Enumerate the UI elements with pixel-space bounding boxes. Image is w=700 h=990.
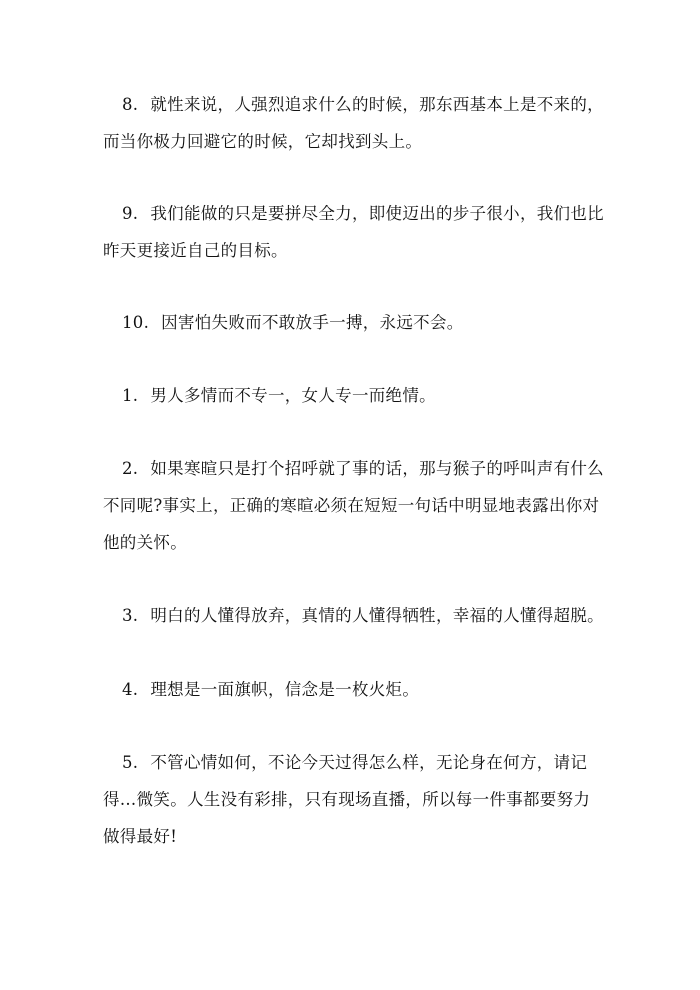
paragraph-line: 做得最好! (103, 827, 178, 846)
paragraph-line: 他的关怀。 (103, 533, 187, 552)
paragraph-5 (103, 744, 603, 855)
paragraph-number: 4. (122, 680, 139, 699)
paragraph-number: 5. (122, 753, 139, 772)
paragraph-number: 9. (122, 204, 139, 223)
paragraph-text: 就性来说，人强烈追求什么的时候，那东西基本上是不来的， (150, 95, 604, 114)
paragraph-2 (103, 450, 603, 561)
paragraph-line (103, 671, 603, 708)
paragraph-number: 2. (122, 459, 139, 478)
paragraph-number: 10. (122, 313, 150, 332)
paragraph-number: 8. (122, 95, 139, 114)
paragraph-line (103, 597, 603, 634)
paragraph-text: 明白的人懂得放弃，真情的人懂得牺牲，幸福的人懂得超脱。 (150, 606, 604, 625)
paragraph-1 (103, 377, 603, 414)
paragraph-line: 而当你极力回避它的时候，它却找到头上。 (103, 132, 423, 151)
paragraph-line (103, 377, 603, 414)
paragraph-10 (103, 304, 603, 341)
paragraph-number: 1. (122, 386, 139, 405)
paragraph-3 (103, 597, 603, 634)
paragraph-line: 昨天更接近自己的目标。 (103, 241, 288, 260)
paragraph-text: 因害怕失败而不敢放手一搏，永远不会。 (161, 313, 464, 332)
paragraph-line (103, 744, 603, 781)
paragraph-text: 我们能做的只是要拼尽全力，即使迈出的步子很小，我们也比 (150, 204, 604, 223)
paragraph-text: 理想是一面旗帜，信念是一枚火炬。 (150, 680, 420, 699)
paragraph-line (103, 86, 603, 123)
paragraph-9 (103, 195, 603, 269)
paragraph-text: 不管心情如何，不论今天过得怎么样，无论身在何方，请记 (150, 753, 588, 772)
paragraph-line: 不同呢?事实上，正确的寒暄必须在短短一句话中明显地表露出你对 (103, 496, 600, 515)
paragraph-number: 3. (122, 606, 139, 625)
paragraph-text: 男人多情而不专一，女人专一而绝情。 (150, 386, 436, 405)
paragraph-line (103, 195, 603, 232)
paragraph-line (103, 304, 603, 341)
paragraph-text: 如果寒暄只是打个招呼就了事的话，那与猴子的呼叫声有什么 (150, 459, 604, 478)
paragraph-line: 得…微笑。人生没有彩排，只有现场直播，所以每一件事都要努力 (103, 790, 591, 809)
paragraph-8 (103, 86, 603, 160)
paragraph-line (103, 450, 603, 487)
paragraph-4 (103, 671, 603, 708)
